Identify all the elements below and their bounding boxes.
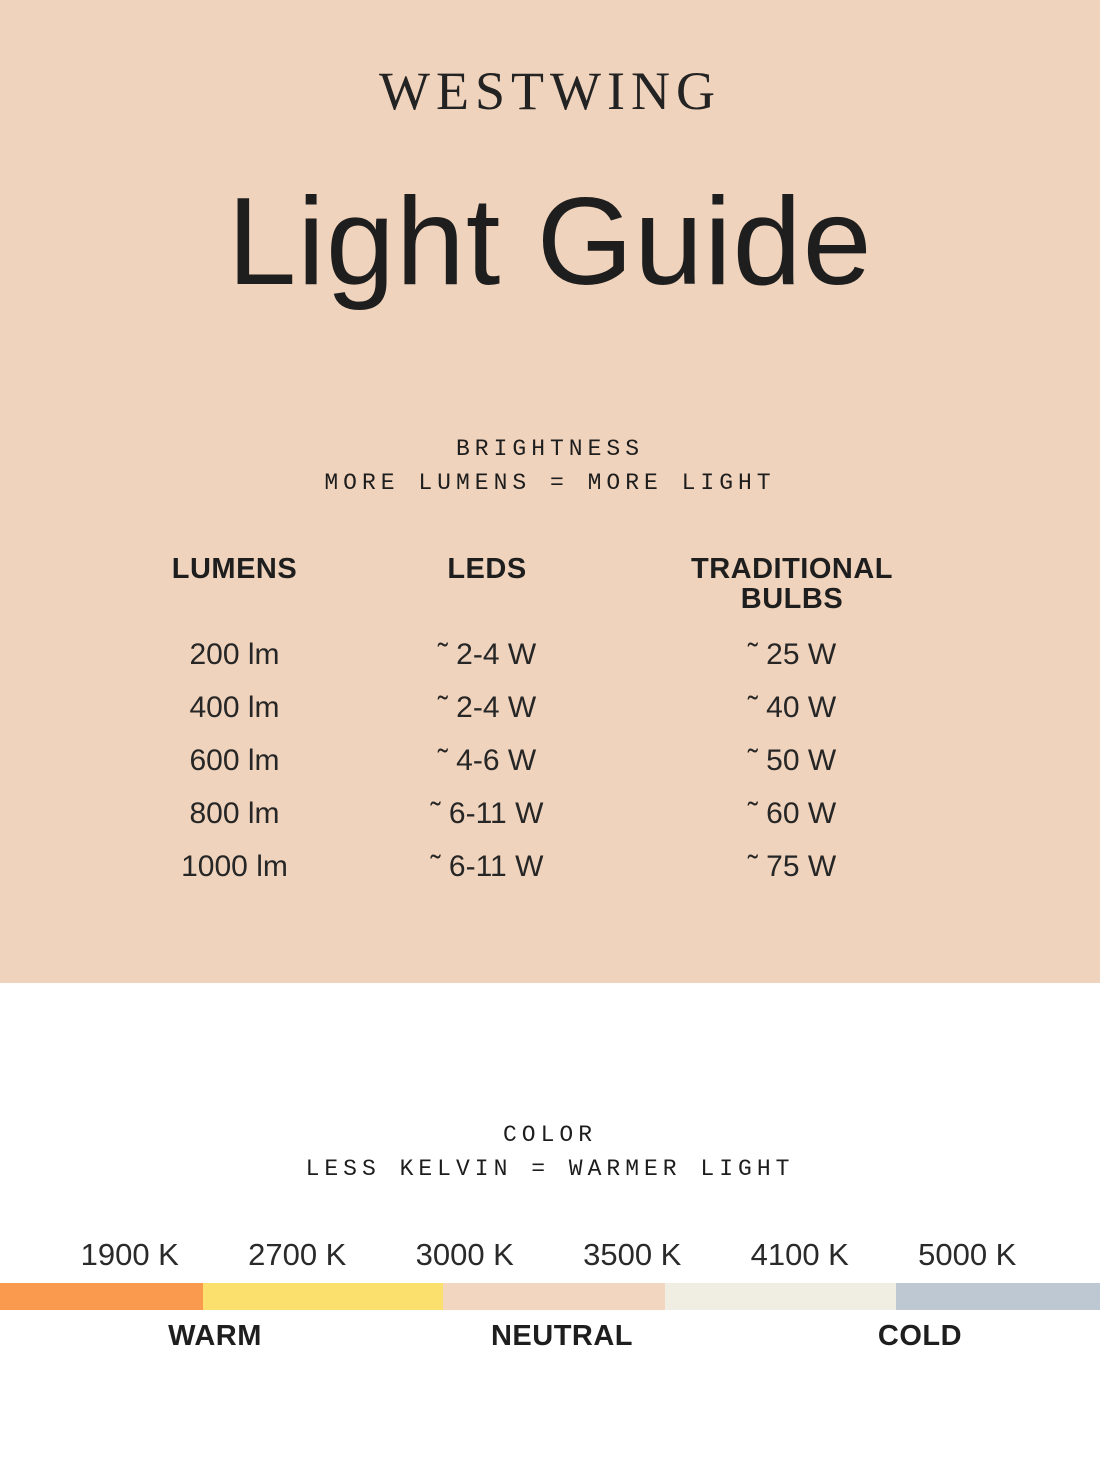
table-cell-lumens: 200 lm (189, 638, 280, 671)
kelvin-label: 2700 K (248, 1237, 347, 1272)
table-cell-bulbs: ˜ 75 W (747, 850, 837, 883)
table-cell-lumens: 400 lm (189, 691, 280, 724)
table-cell-leds: ˜ 6-11 W (430, 850, 544, 883)
color-subheading: LESS KELVIN = WARMER LIGHT (305, 1156, 795, 1182)
brightness-heading-block (0, 432, 1100, 500)
kelvin-scale-labels (46, 1238, 1051, 1272)
table-cell-bulbs: ˜ 25 W (747, 638, 837, 671)
kelvin-label: 1900 K (80, 1237, 179, 1272)
table-cell-bulbs: ˜ 50 W (747, 744, 837, 777)
column-header-traditional-bulbs: TRADITIONAL BULBS (690, 553, 894, 615)
brightness-subheading: MORE LUMENS = MORE LIGHT (324, 470, 776, 496)
brightness-heading: BRIGHTNESS (455, 436, 645, 462)
table-cell-bulbs: ˜ 40 W (747, 691, 837, 724)
color-temperature-bar (0, 1283, 1100, 1310)
scale-segment-warm-yellow (203, 1283, 443, 1310)
lumens-table (132, 554, 947, 905)
scale-segment-neutral-cream (665, 1283, 896, 1310)
table-cell-leds: ˜ 2-4 W (437, 638, 537, 671)
temp-label-cold: COLD (877, 1320, 963, 1352)
page-title: Light Guide (227, 173, 873, 311)
color-heading-block (0, 1118, 1100, 1186)
table-cell-bulbs: ˜ 60 W (747, 797, 837, 830)
table-cell-lumens: 1000 lm (181, 850, 288, 883)
color-section (0, 983, 1100, 1467)
table-cell-lumens: 600 lm (189, 744, 280, 777)
kelvin-label: 4100 K (750, 1237, 849, 1272)
table-cell-lumens: 800 lm (189, 797, 280, 830)
kelvin-label: 3500 K (583, 1237, 682, 1272)
scale-segment-warm-orange (0, 1283, 203, 1310)
column-header-leds: LEDS (447, 553, 527, 585)
scale-segment-neutral-peach (443, 1283, 665, 1310)
brand-logo: WESTWING (379, 61, 721, 121)
table-cell-leds: ˜ 2-4 W (437, 691, 537, 724)
temp-label-warm: WARM (168, 1320, 262, 1352)
temperature-labels (0, 1320, 1100, 1364)
scale-segment-cold-blue (896, 1283, 1100, 1310)
temp-label-neutral: NEUTRAL (490, 1320, 634, 1352)
table-cell-leds: ˜ 6-11 W (430, 797, 544, 830)
table-cell-leds: ˜ 4-6 W (437, 744, 537, 777)
kelvin-label: 3000 K (415, 1237, 514, 1272)
column-header-lumens: LUMENS (171, 553, 298, 585)
color-heading: COLOR (502, 1122, 597, 1148)
kelvin-label: 5000 K (918, 1237, 1017, 1272)
